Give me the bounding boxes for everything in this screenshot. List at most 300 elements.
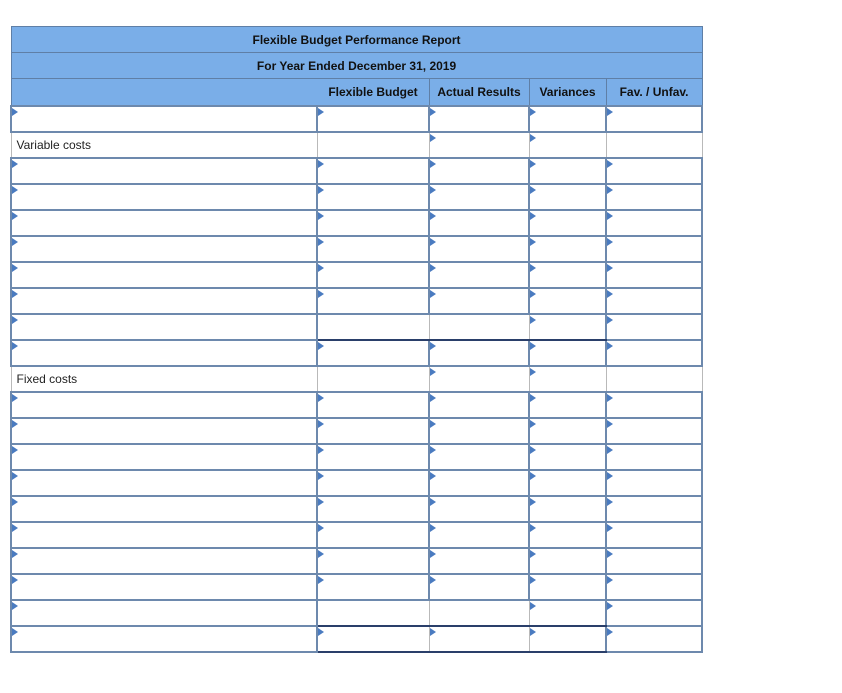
dropdown-marker-icon <box>607 212 613 220</box>
account-input-cell[interactable] <box>11 236 317 262</box>
fav-unfav-input[interactable] <box>607 471 701 495</box>
account-input[interactable] <box>12 523 316 547</box>
table-row <box>11 626 702 652</box>
flexible-budget-input-cell[interactable] <box>317 314 429 340</box>
dropdown-marker-icon <box>530 186 536 194</box>
flexible-budget-input[interactable] <box>318 393 428 417</box>
actual-results-input-cell[interactable] <box>429 548 529 574</box>
dropdown-marker-icon <box>12 550 18 558</box>
fav-unfav-input-cell[interactable] <box>606 184 702 210</box>
dropdown-marker-icon <box>430 264 436 272</box>
actual-results-input[interactable] <box>430 497 528 521</box>
actual-results-input-cell[interactable] <box>429 184 529 210</box>
variances-input[interactable] <box>530 445 605 469</box>
actual-results-input[interactable] <box>430 107 528 131</box>
dropdown-marker-icon <box>607 498 613 506</box>
flexible-budget-input[interactable] <box>318 419 428 443</box>
actual-results-input-cell[interactable] <box>429 574 529 600</box>
variances-input-cell[interactable] <box>529 496 606 522</box>
dropdown-marker-icon <box>318 472 324 480</box>
variances-input-cell[interactable] <box>529 340 606 366</box>
variances-input-cell[interactable] <box>529 600 606 626</box>
fav-unfav-input-cell[interactable] <box>606 626 702 652</box>
dropdown-marker-icon <box>12 238 18 246</box>
actual-results-input[interactable] <box>430 315 529 339</box>
account-input-cell[interactable] <box>11 288 317 314</box>
table-row <box>11 444 702 470</box>
fav-unfav-input-cell[interactable] <box>606 600 702 626</box>
dropdown-marker-icon <box>318 576 324 584</box>
fav-unfav-input[interactable] <box>607 575 701 599</box>
variances-input[interactable] <box>530 627 606 651</box>
actual-results-input-cell[interactable] <box>429 626 529 652</box>
variances-input-cell[interactable] <box>529 626 606 652</box>
variances-input[interactable] <box>530 315 606 339</box>
table-row <box>11 314 702 340</box>
account-input-cell[interactable] <box>11 522 317 548</box>
table-row <box>11 288 702 314</box>
actual-results-input-cell[interactable] <box>429 236 529 262</box>
variances-input-cell[interactable] <box>529 184 606 210</box>
account-input[interactable] <box>12 237 316 261</box>
fav-unfav-input[interactable] <box>607 341 701 365</box>
account-input-cell[interactable] <box>11 392 317 418</box>
fav-unfav-input-cell[interactable] <box>606 418 702 444</box>
account-input-cell[interactable] <box>11 106 317 132</box>
dropdown-marker-icon <box>430 446 436 454</box>
dropdown-marker-icon <box>530 368 536 376</box>
fav-unfav-input[interactable] <box>607 263 701 287</box>
table-row <box>11 392 702 418</box>
dropdown-marker-icon <box>607 420 613 428</box>
dropdown-marker-icon <box>318 394 324 402</box>
dropdown-marker-icon <box>530 446 536 454</box>
account-input[interactable] <box>12 263 316 287</box>
actual-results-input[interactable] <box>430 289 528 313</box>
empty-cell <box>317 366 429 392</box>
dropdown-marker-icon <box>607 186 613 194</box>
variances-input-cell[interactable] <box>529 470 606 496</box>
actual-results-input[interactable] <box>430 393 528 417</box>
dropdown-marker-icon <box>530 550 536 558</box>
dropdown-marker-icon <box>530 342 536 350</box>
fav-unfav-input-cell[interactable] <box>606 548 702 574</box>
section-row <box>11 132 702 158</box>
flexible-budget-input[interactable] <box>318 471 428 495</box>
dropdown-marker-icon <box>530 628 536 636</box>
actual-results-input[interactable] <box>430 185 528 209</box>
table-row <box>11 262 702 288</box>
variances-input-cell[interactable] <box>529 210 606 236</box>
variances-input-cell[interactable] <box>529 288 606 314</box>
actual-results-input-cell[interactable] <box>429 210 529 236</box>
dropdown-marker-icon <box>530 160 536 168</box>
dropdown-marker-icon <box>530 316 536 324</box>
flexible-budget-input-cell[interactable] <box>317 340 429 366</box>
account-input[interactable] <box>12 341 316 365</box>
dropdown-marker-icon <box>430 550 436 558</box>
empty-cell <box>529 366 606 392</box>
fav-unfav-input[interactable] <box>607 549 701 573</box>
fav-unfav-input[interactable] <box>607 627 701 651</box>
dropdown-marker-icon <box>530 134 536 142</box>
actual-results-input[interactable] <box>430 211 528 235</box>
account-input[interactable] <box>12 445 316 469</box>
account-input[interactable] <box>12 393 316 417</box>
actual-results-input-cell[interactable] <box>429 314 529 340</box>
variances-input[interactable] <box>530 419 605 443</box>
dropdown-marker-icon <box>607 602 613 610</box>
account-input[interactable] <box>12 627 316 651</box>
flexible-budget-input[interactable] <box>318 549 428 573</box>
fav-unfav-input-cell[interactable] <box>606 314 702 340</box>
dropdown-marker-icon <box>12 342 18 350</box>
empty-cell <box>529 132 606 158</box>
account-input-cell[interactable] <box>11 210 317 236</box>
fav-unfav-input[interactable] <box>607 211 701 235</box>
account-input[interactable] <box>12 185 316 209</box>
account-input[interactable] <box>12 289 316 313</box>
dropdown-marker-icon <box>607 316 613 324</box>
actual-results-input-cell[interactable] <box>429 444 529 470</box>
dropdown-marker-icon <box>607 290 613 298</box>
flexible-budget-input[interactable] <box>318 601 429 625</box>
dropdown-marker-icon <box>430 394 436 402</box>
actual-results-input-cell[interactable] <box>429 496 529 522</box>
account-input[interactable] <box>12 575 316 599</box>
table-row <box>11 522 702 548</box>
actual-results-input[interactable] <box>430 575 528 599</box>
flexible-budget-input-cell[interactable] <box>317 288 429 314</box>
flexible-budget-input-cell[interactable] <box>317 548 429 574</box>
table-row <box>11 210 702 236</box>
account-input-cell[interactable] <box>11 314 317 340</box>
fav-unfav-input[interactable] <box>607 601 701 625</box>
dropdown-marker-icon <box>12 420 18 428</box>
fav-unfav-input[interactable] <box>607 497 701 521</box>
table-row <box>11 574 702 600</box>
dropdown-marker-icon <box>318 498 324 506</box>
fav-unfav-input-cell[interactable] <box>606 262 702 288</box>
dropdown-marker-icon <box>12 316 18 324</box>
account-input-cell[interactable] <box>11 626 317 652</box>
section-row <box>11 366 702 392</box>
dropdown-marker-icon <box>430 108 436 116</box>
table-row <box>11 418 702 444</box>
account-input[interactable] <box>12 471 316 495</box>
flexible-budget-input-cell[interactable] <box>317 262 429 288</box>
account-input-cell[interactable] <box>11 340 317 366</box>
actual-results-input[interactable] <box>430 263 528 287</box>
flexible-budget-input-cell[interactable] <box>317 184 429 210</box>
empty-cell <box>317 132 429 158</box>
column-header-flexible-budget: Flexible Budget <box>317 79 429 106</box>
account-input-cell[interactable] <box>11 470 317 496</box>
dropdown-marker-icon <box>430 576 436 584</box>
column-header-variances: Variances <box>529 79 606 106</box>
fav-unfav-input[interactable] <box>607 393 701 417</box>
dropdown-marker-icon <box>607 446 613 454</box>
dropdown-marker-icon <box>607 394 613 402</box>
flexible-budget-input[interactable] <box>318 185 428 209</box>
variances-input-cell[interactable] <box>529 158 606 184</box>
dropdown-marker-icon <box>430 368 436 376</box>
variances-input[interactable] <box>530 497 605 521</box>
flexible-budget-input[interactable] <box>318 627 429 651</box>
variances-input[interactable] <box>530 237 605 261</box>
dropdown-marker-icon <box>12 602 18 610</box>
dropdown-marker-icon <box>607 628 613 636</box>
flexible-budget-input-cell[interactable] <box>317 158 429 184</box>
account-input-cell[interactable] <box>11 574 317 600</box>
fav-unfav-input-cell[interactable] <box>606 288 702 314</box>
flexible-budget-input[interactable] <box>318 523 428 547</box>
dropdown-marker-icon <box>530 290 536 298</box>
variances-input-cell[interactable] <box>529 262 606 288</box>
flexible-budget-input-cell[interactable] <box>317 470 429 496</box>
dropdown-marker-icon <box>530 472 536 480</box>
section-label: Fixed costs <box>11 366 317 392</box>
dropdown-marker-icon <box>12 264 18 272</box>
empty-cell <box>429 132 529 158</box>
empty-cell <box>429 366 529 392</box>
account-input[interactable] <box>12 549 316 573</box>
dropdown-marker-icon <box>530 264 536 272</box>
variances-input-cell[interactable] <box>529 314 606 340</box>
actual-results-input[interactable] <box>430 627 529 651</box>
actual-results-input[interactable] <box>430 419 528 443</box>
variances-input[interactable] <box>530 211 605 235</box>
variances-input-cell[interactable] <box>529 392 606 418</box>
actual-results-input[interactable] <box>430 549 528 573</box>
fav-unfav-input-cell[interactable] <box>606 392 702 418</box>
account-input[interactable] <box>12 601 316 625</box>
flexible-budget-input[interactable] <box>318 159 428 183</box>
actual-results-input[interactable] <box>430 159 528 183</box>
variances-input[interactable] <box>530 263 605 287</box>
flexible-budget-input-cell[interactable] <box>317 210 429 236</box>
fav-unfav-input[interactable] <box>607 289 701 313</box>
dropdown-marker-icon <box>318 524 324 532</box>
variances-input[interactable] <box>530 185 605 209</box>
account-input[interactable] <box>12 419 316 443</box>
flexible-budget-input-cell[interactable] <box>317 236 429 262</box>
account-input[interactable] <box>12 211 316 235</box>
fav-unfav-input[interactable] <box>607 185 701 209</box>
actual-results-input-cell[interactable] <box>429 158 529 184</box>
dropdown-marker-icon <box>430 420 436 428</box>
fav-unfav-input-cell[interactable] <box>606 106 702 132</box>
column-header-blank <box>11 79 317 106</box>
dropdown-marker-icon <box>430 524 436 532</box>
actual-results-input[interactable] <box>430 237 528 261</box>
dropdown-marker-icon <box>530 524 536 532</box>
dropdown-marker-icon <box>607 472 613 480</box>
dropdown-marker-icon <box>318 290 324 298</box>
fav-unfav-input-cell[interactable] <box>606 340 702 366</box>
flexible-budget-input[interactable] <box>318 445 428 469</box>
flexible-budget-input[interactable] <box>318 575 428 599</box>
actual-results-input[interactable] <box>430 523 528 547</box>
empty-cell <box>606 132 702 158</box>
dropdown-marker-icon <box>530 498 536 506</box>
fav-unfav-input-cell[interactable] <box>606 210 702 236</box>
account-input-cell[interactable] <box>11 418 317 444</box>
account-input[interactable] <box>12 497 316 521</box>
variances-input[interactable] <box>530 289 605 313</box>
dropdown-marker-icon <box>318 160 324 168</box>
account-input-cell[interactable] <box>11 184 317 210</box>
dropdown-marker-icon <box>12 108 18 116</box>
fav-unfav-input[interactable] <box>607 419 701 443</box>
account-input-cell[interactable] <box>11 548 317 574</box>
variances-input[interactable] <box>530 471 605 495</box>
table-row <box>11 470 702 496</box>
dropdown-marker-icon <box>12 394 18 402</box>
flexible-budget-input[interactable] <box>318 315 429 339</box>
variances-input[interactable] <box>530 341 605 365</box>
account-input-cell[interactable] <box>11 600 317 626</box>
fav-unfav-input[interactable] <box>607 315 701 339</box>
dropdown-marker-icon <box>430 212 436 220</box>
dropdown-marker-icon <box>12 576 18 584</box>
variances-input-cell[interactable] <box>529 236 606 262</box>
dropdown-marker-icon <box>318 420 324 428</box>
dropdown-marker-icon <box>430 134 436 142</box>
dropdown-marker-icon <box>318 108 324 116</box>
account-input-cell[interactable] <box>11 158 317 184</box>
variances-input-cell[interactable] <box>529 522 606 548</box>
fav-unfav-input-cell[interactable] <box>606 496 702 522</box>
account-input-cell[interactable] <box>11 496 317 522</box>
fav-unfav-input-cell[interactable] <box>606 236 702 262</box>
dropdown-marker-icon <box>12 186 18 194</box>
dropdown-marker-icon <box>607 264 613 272</box>
dropdown-marker-icon <box>430 628 436 636</box>
dropdown-marker-icon <box>12 160 18 168</box>
actual-results-input[interactable] <box>430 445 528 469</box>
actual-results-input-cell[interactable] <box>429 288 529 314</box>
account-input[interactable] <box>12 315 316 339</box>
actual-results-input-cell[interactable] <box>429 340 529 366</box>
dropdown-marker-icon <box>318 186 324 194</box>
fav-unfav-input-cell[interactable] <box>606 574 702 600</box>
variances-input-cell[interactable] <box>529 574 606 600</box>
fav-unfav-input[interactable] <box>607 237 701 261</box>
actual-results-input-cell[interactable] <box>429 600 529 626</box>
dropdown-marker-icon <box>530 212 536 220</box>
variances-input-cell[interactable] <box>529 106 606 132</box>
flexible-budget-input[interactable] <box>318 237 428 261</box>
dropdown-marker-icon <box>430 498 436 506</box>
column-header-fav-unfav: Fav. / Unfav. <box>606 79 702 106</box>
flexible-budget-input[interactable] <box>318 497 428 521</box>
empty-cell <box>606 366 702 392</box>
flexible-budget-input-cell[interactable] <box>317 392 429 418</box>
fav-unfav-input[interactable] <box>607 159 701 183</box>
actual-results-input-cell[interactable] <box>429 392 529 418</box>
flexible-budget-input-cell[interactable] <box>317 626 429 652</box>
account-input[interactable] <box>12 107 316 131</box>
actual-results-input-cell[interactable] <box>429 522 529 548</box>
actual-results-input-cell[interactable] <box>429 262 529 288</box>
table-row <box>11 184 702 210</box>
table-row <box>11 158 702 184</box>
flexible-budget-input-cell[interactable] <box>317 574 429 600</box>
flexible-budget-input-cell[interactable] <box>317 600 429 626</box>
variances-input[interactable] <box>530 159 605 183</box>
account-input[interactable] <box>12 159 316 183</box>
variances-input[interactable] <box>530 107 605 131</box>
flexible-budget-input-cell[interactable] <box>317 444 429 470</box>
account-input-cell[interactable] <box>11 262 317 288</box>
fav-unfav-input-cell[interactable] <box>606 522 702 548</box>
dropdown-marker-icon <box>318 212 324 220</box>
variances-input[interactable] <box>530 601 606 625</box>
fav-unfav-input[interactable] <box>607 107 701 131</box>
dropdown-marker-icon <box>12 498 18 506</box>
dropdown-marker-icon <box>12 472 18 480</box>
flexible-budget-input[interactable] <box>318 341 428 365</box>
dropdown-marker-icon <box>318 238 324 246</box>
dropdown-marker-icon <box>430 342 436 350</box>
table-row <box>11 340 702 366</box>
fav-unfav-input-cell[interactable] <box>606 470 702 496</box>
variances-input-cell[interactable] <box>529 548 606 574</box>
dropdown-marker-icon <box>607 576 613 584</box>
flexible-budget-input-cell[interactable] <box>317 522 429 548</box>
actual-results-input[interactable] <box>430 601 529 625</box>
dropdown-marker-icon <box>607 160 613 168</box>
dropdown-marker-icon <box>607 238 613 246</box>
variances-input-cell[interactable] <box>529 418 606 444</box>
dropdown-marker-icon <box>530 238 536 246</box>
section-label: Variable costs <box>11 132 317 158</box>
actual-results-input-cell[interactable] <box>429 418 529 444</box>
table-row <box>11 496 702 522</box>
dropdown-marker-icon <box>607 524 613 532</box>
dropdown-marker-icon <box>12 212 18 220</box>
fav-unfav-input[interactable] <box>607 523 701 547</box>
actual-results-input-cell[interactable] <box>429 106 529 132</box>
dropdown-marker-icon <box>12 628 18 636</box>
dropdown-marker-icon <box>607 342 613 350</box>
dropdown-marker-icon <box>430 160 436 168</box>
actual-results-input[interactable] <box>430 471 528 495</box>
flexible-budget-input[interactable] <box>318 263 428 287</box>
actual-results-input-cell[interactable] <box>429 470 529 496</box>
actual-results-input[interactable] <box>430 341 528 365</box>
variances-input[interactable] <box>530 393 605 417</box>
fav-unfav-input-cell[interactable] <box>606 444 702 470</box>
variances-input-cell[interactable] <box>529 444 606 470</box>
flexible-budget-input[interactable] <box>318 107 428 131</box>
variances-input[interactable] <box>530 523 605 547</box>
flexible-budget-input-cell[interactable] <box>317 496 429 522</box>
flexible-budget-input-cell[interactable] <box>317 106 429 132</box>
table-row <box>11 236 702 262</box>
report-title: Flexible Budget Performance Report <box>11 27 702 53</box>
fav-unfav-input-cell[interactable] <box>606 158 702 184</box>
fav-unfav-input[interactable] <box>607 445 701 469</box>
flexible-budget-input[interactable] <box>318 289 428 313</box>
account-input-cell[interactable] <box>11 444 317 470</box>
variances-input[interactable] <box>530 575 605 599</box>
flexible-budget-input-cell[interactable] <box>317 418 429 444</box>
flexible-budget-input[interactable] <box>318 211 428 235</box>
variances-input[interactable] <box>530 549 605 573</box>
dropdown-marker-icon <box>430 238 436 246</box>
